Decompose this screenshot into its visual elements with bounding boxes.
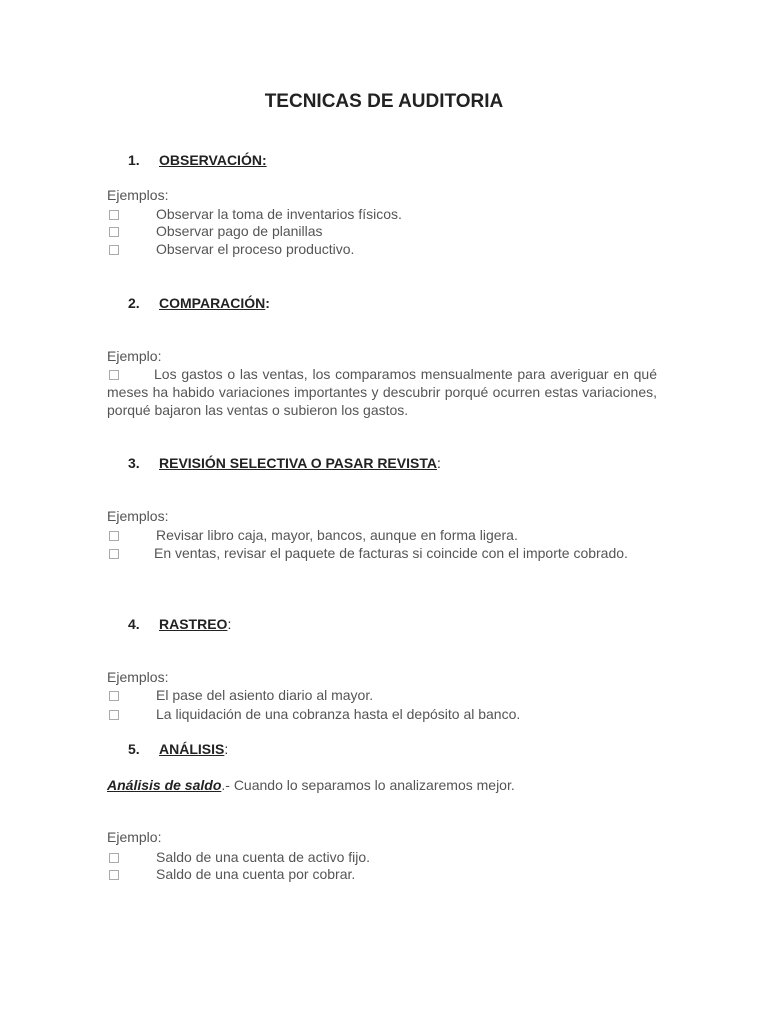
- list-item: [107, 686, 657, 704]
- paragraph-text: Los gastos o las ventas, los comparamos mensualmente para averiguar en qué meses ha habido variaciones importantes y descubrir porqué ocurren estas variaciones, porqué bajaron las ventas o subieron los gastos.: [107, 366, 657, 418]
- bullet-box-icon: [109, 549, 119, 559]
- example-paragraph: [107, 544, 657, 562]
- section-title: REVISIÓN SELECTIVA O PASAR REVISTA: [159, 455, 437, 471]
- section-number: 5.: [128, 741, 140, 757]
- list-item: [107, 205, 657, 223]
- list-item: [107, 865, 657, 883]
- section-title-suffix: :: [436, 455, 441, 471]
- section-number: 4.: [128, 616, 140, 632]
- bullet-box-icon: [109, 853, 119, 863]
- analysis-definition: [107, 777, 515, 793]
- list-item: [107, 705, 657, 723]
- list-item-text: Saldo de una cuenta de activo fijo.: [156, 849, 371, 865]
- bullet-box-icon: [109, 227, 119, 237]
- list-item: [107, 526, 657, 544]
- bullet-box-icon: [109, 870, 119, 880]
- analysis-term: Análisis de saldo: [107, 777, 222, 793]
- bullet-box-icon: [109, 531, 119, 541]
- section-number: 3.: [128, 455, 140, 471]
- list-item-text: Observar la toma de inventarios físicos.: [156, 206, 402, 222]
- section-heading-comparacion: [128, 295, 270, 311]
- section-heading-analisis: [128, 741, 228, 757]
- list-item-text: El pase del asiento diario al mayor.: [156, 687, 374, 703]
- section-title: OBSERVACIÓN:: [159, 152, 267, 168]
- section-title-suffix: :: [227, 616, 232, 632]
- section-number: 2.: [128, 295, 140, 311]
- bullet-box-icon: [109, 710, 119, 720]
- examples-label: Ejemplos:: [107, 669, 169, 685]
- section-title-suffix: :: [265, 295, 270, 311]
- example-label: Ejemplo:: [107, 829, 162, 845]
- bullet-box-icon: [109, 691, 119, 701]
- examples-label: Ejemplos:: [107, 187, 169, 203]
- section-heading-rastreo: [128, 616, 231, 632]
- list-item-text: Observar el proceso productivo.: [156, 241, 355, 257]
- section-title: COMPARACIÓN: [159, 295, 266, 311]
- paragraph-text: En ventas, revisar el paquete de facturas si coincide con el importe cobrado.: [154, 545, 628, 561]
- bullet-box-icon: [109, 210, 119, 220]
- list-item: [107, 240, 657, 258]
- list-item-text: Observar pago de planillas: [156, 223, 323, 239]
- section-number: 1.: [128, 152, 140, 168]
- bullet-box-icon: [109, 245, 119, 255]
- list-item: [107, 222, 657, 240]
- analysis-text: .- Cuando lo separamos lo analizaremos mejor.: [221, 777, 515, 793]
- bullet-box-icon: [109, 370, 119, 380]
- section-title: RASTREO: [159, 616, 228, 632]
- page-title: TECNICAS DE AUDITORIA: [264, 91, 504, 112]
- list-item: [107, 848, 657, 866]
- examples-label: Ejemplos:: [107, 508, 169, 524]
- list-item-text: La liquidación de una cobranza hasta el depósito al banco.: [156, 706, 521, 722]
- section-title-suffix: :: [224, 741, 229, 757]
- list-item-text: Saldo de una cuenta por cobrar.: [156, 866, 356, 882]
- list-item-text: Revisar libro caja, mayor, bancos, aunque en forma ligera.: [156, 527, 518, 543]
- section-heading-observacion: [128, 152, 267, 168]
- section-heading-revision: [128, 455, 441, 471]
- example-label: Ejemplo:: [107, 348, 162, 364]
- section-title: ANÁLISIS: [159, 741, 225, 757]
- example-paragraph: [107, 365, 657, 419]
